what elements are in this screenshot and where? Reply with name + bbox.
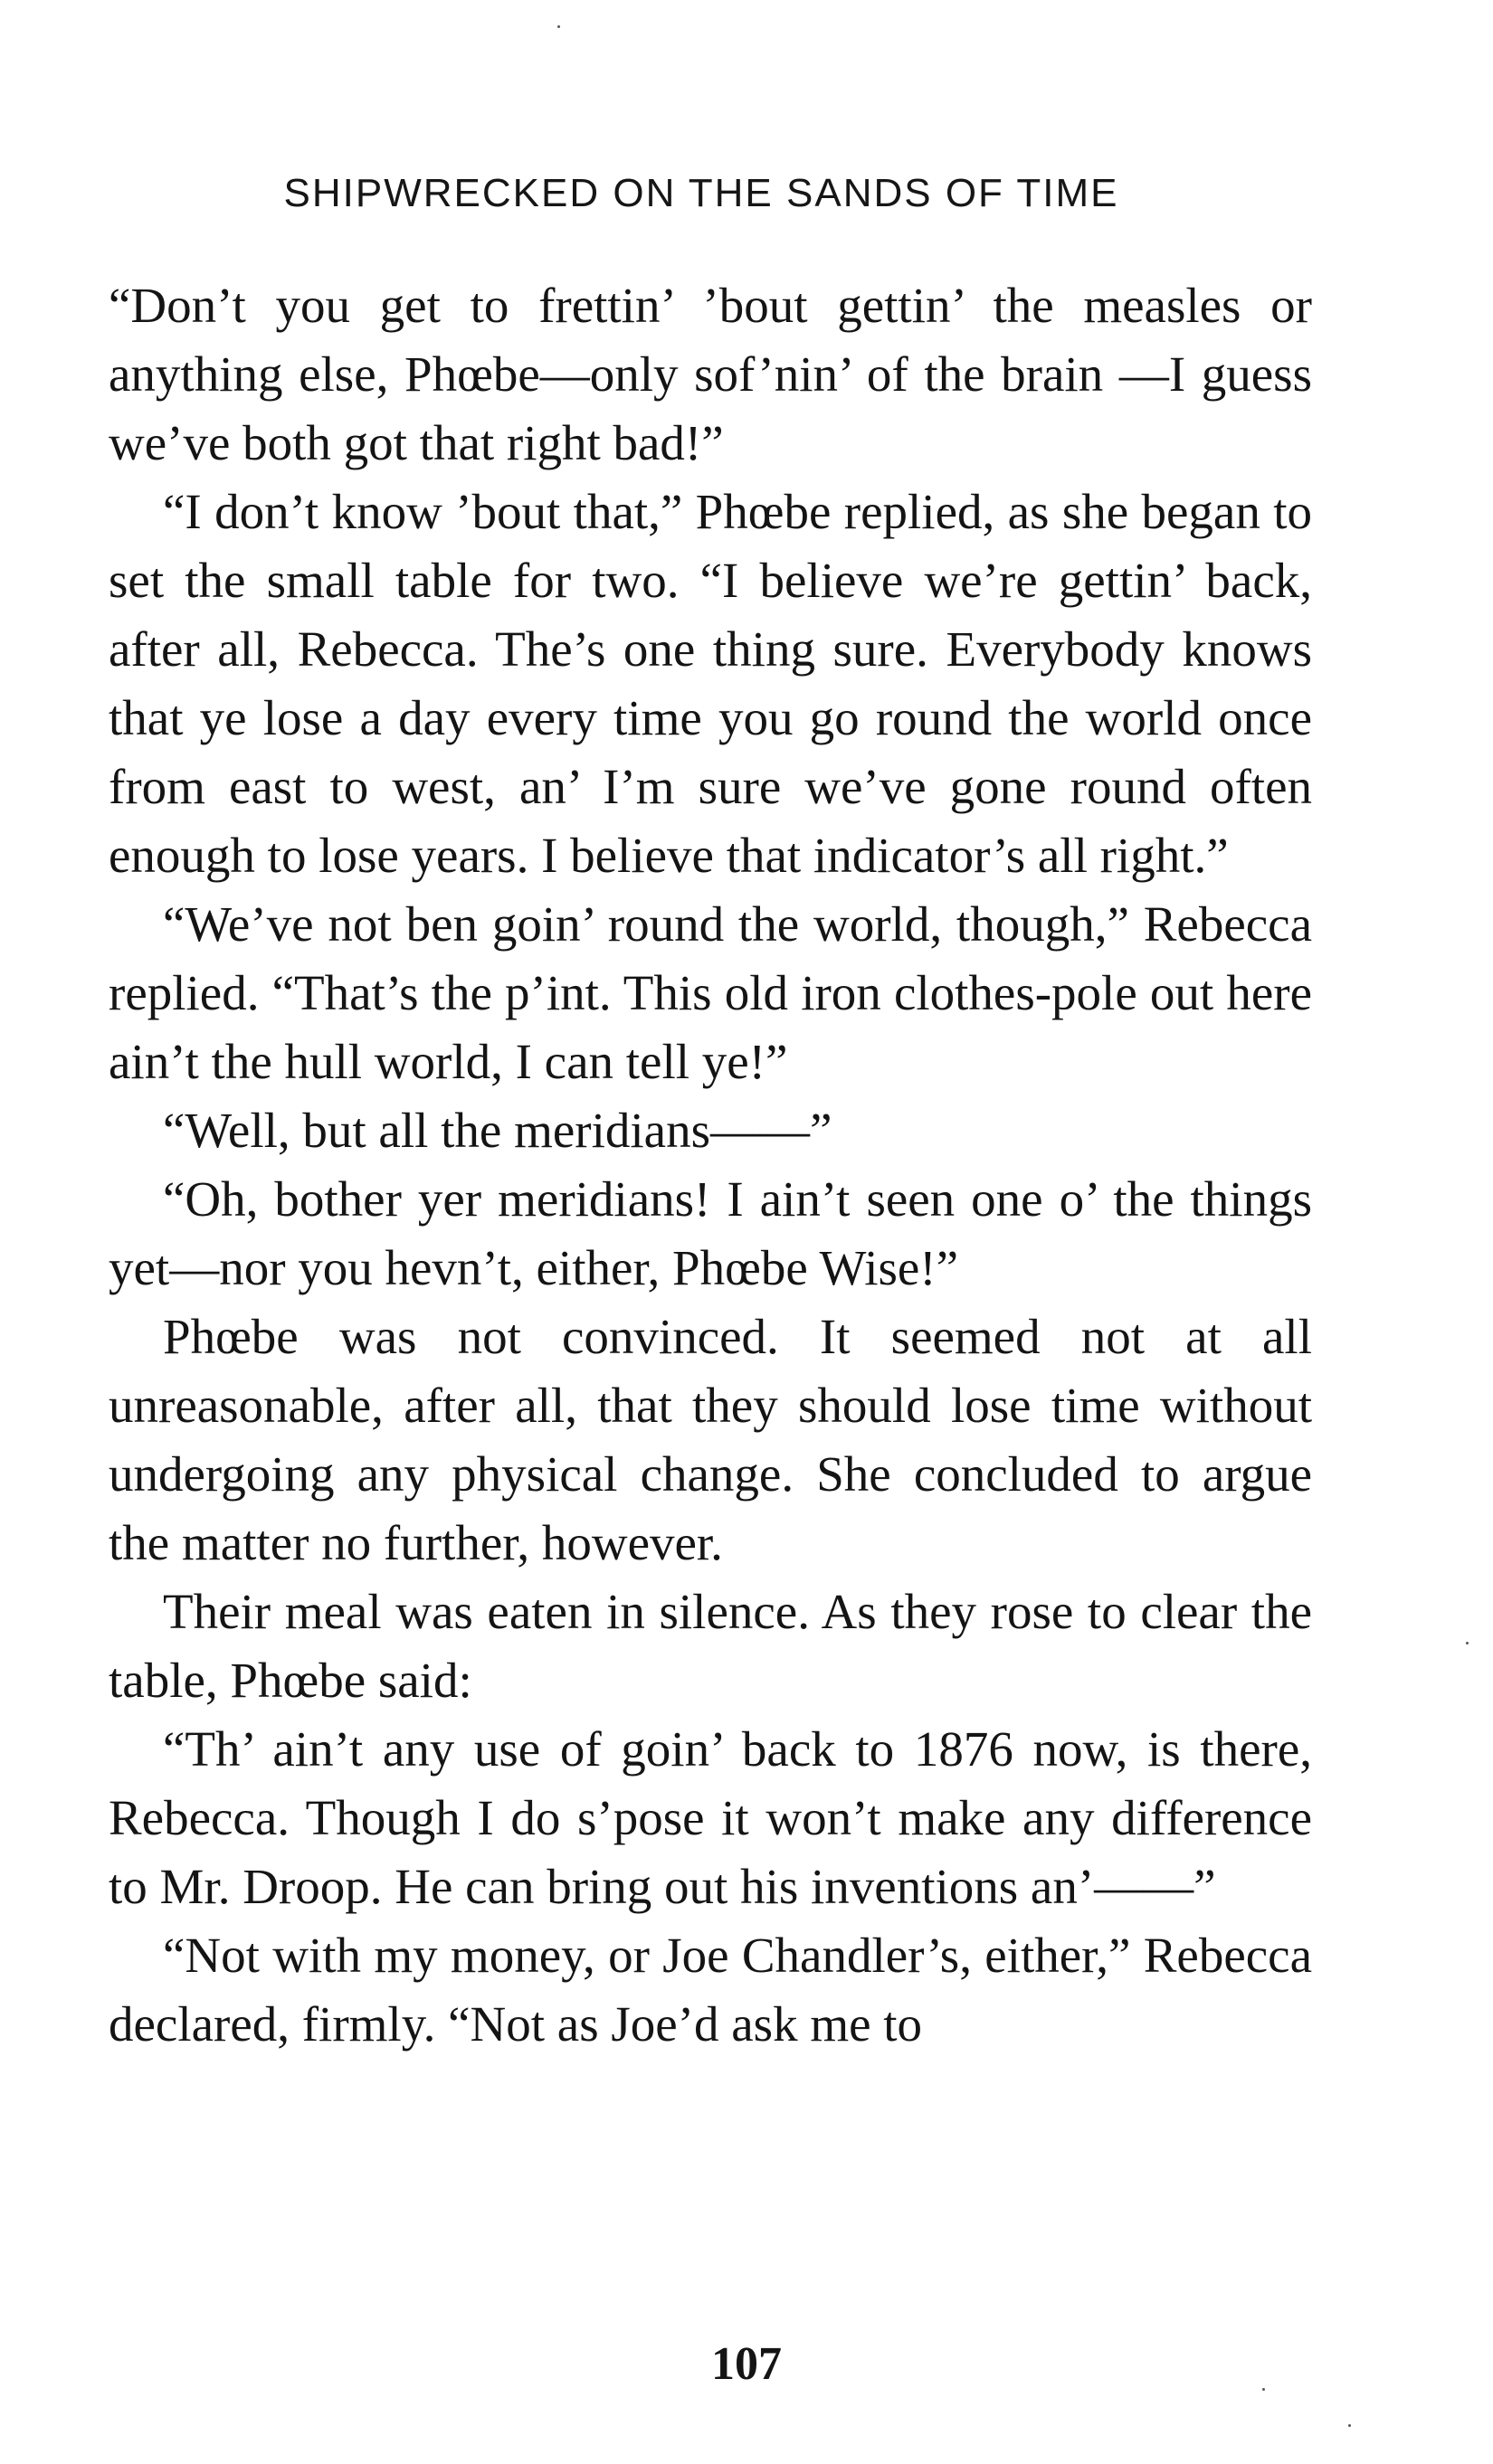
- running-head: SHIPWRECKED ON THE SANDS OF TIME: [283, 171, 1119, 215]
- paragraph: “Th’ ain’t any use of goin’ back to 1876 now, is there, Rebecca. Though I do s’pose it won’t make any difference to Mr. Droop. He can bring out his inventions an’——”: [109, 1721, 1312, 1914]
- paragraph: Phœbe was not convinced. It seemed not at all unreasonable, after all, that they should lose time without undergoing any physical change. She concluded to argue the matter no further, however.: [109, 1309, 1312, 1570]
- paragraph: “I don’t know ’bout that,” Phœbe replied, as she began to set the small table for two. “I believe we’re gettin’ back, after all, Rebecca. The’s one thing sure. Everybody knows that ye lose a day every time you go round the world once from east to west, an’ I’m sure we’ve gone round often enough to lose years. I believe that indicator’s all right.”: [109, 484, 1312, 883]
- paper-speck: [1262, 2388, 1265, 2391]
- body-text: [109, 271, 1312, 2059]
- paragraph: “Don’t you get to frettin’ ’bout gettin’ the measles or anything else, Phœbe—only sof’nin’ of the brain —I guess we’ve both got that right bad!”: [109, 278, 1312, 470]
- page-number: 107: [711, 2338, 782, 2390]
- paragraph: “Well, but all the meridians——”: [163, 1103, 832, 1158]
- paragraph: Their meal was eaten in silence. As they rose to clear the table, Phœbe said:: [109, 1584, 1312, 1708]
- paper-speck: [557, 25, 560, 28]
- paragraph: “Oh, bother yer meridians! I ain’t seen one o’ the things yet—nor you hevn’t, either, Phœbe Wise!”: [109, 1171, 1312, 1295]
- paragraph: “We’ve not ben goin’ round the world, though,” Rebecca replied. “That’s the p’int. This old iron clothes-pole out here ain’t the hull world, I can tell ye!”: [109, 896, 1312, 1089]
- paragraph: “Not with my money, or Joe Chandler’s, either,” Rebecca declared, firmly. “Not as Joe’d ask me to: [109, 1928, 1312, 2052]
- paper-speck: [1466, 1642, 1469, 1644]
- paper-speck: [1348, 2424, 1351, 2427]
